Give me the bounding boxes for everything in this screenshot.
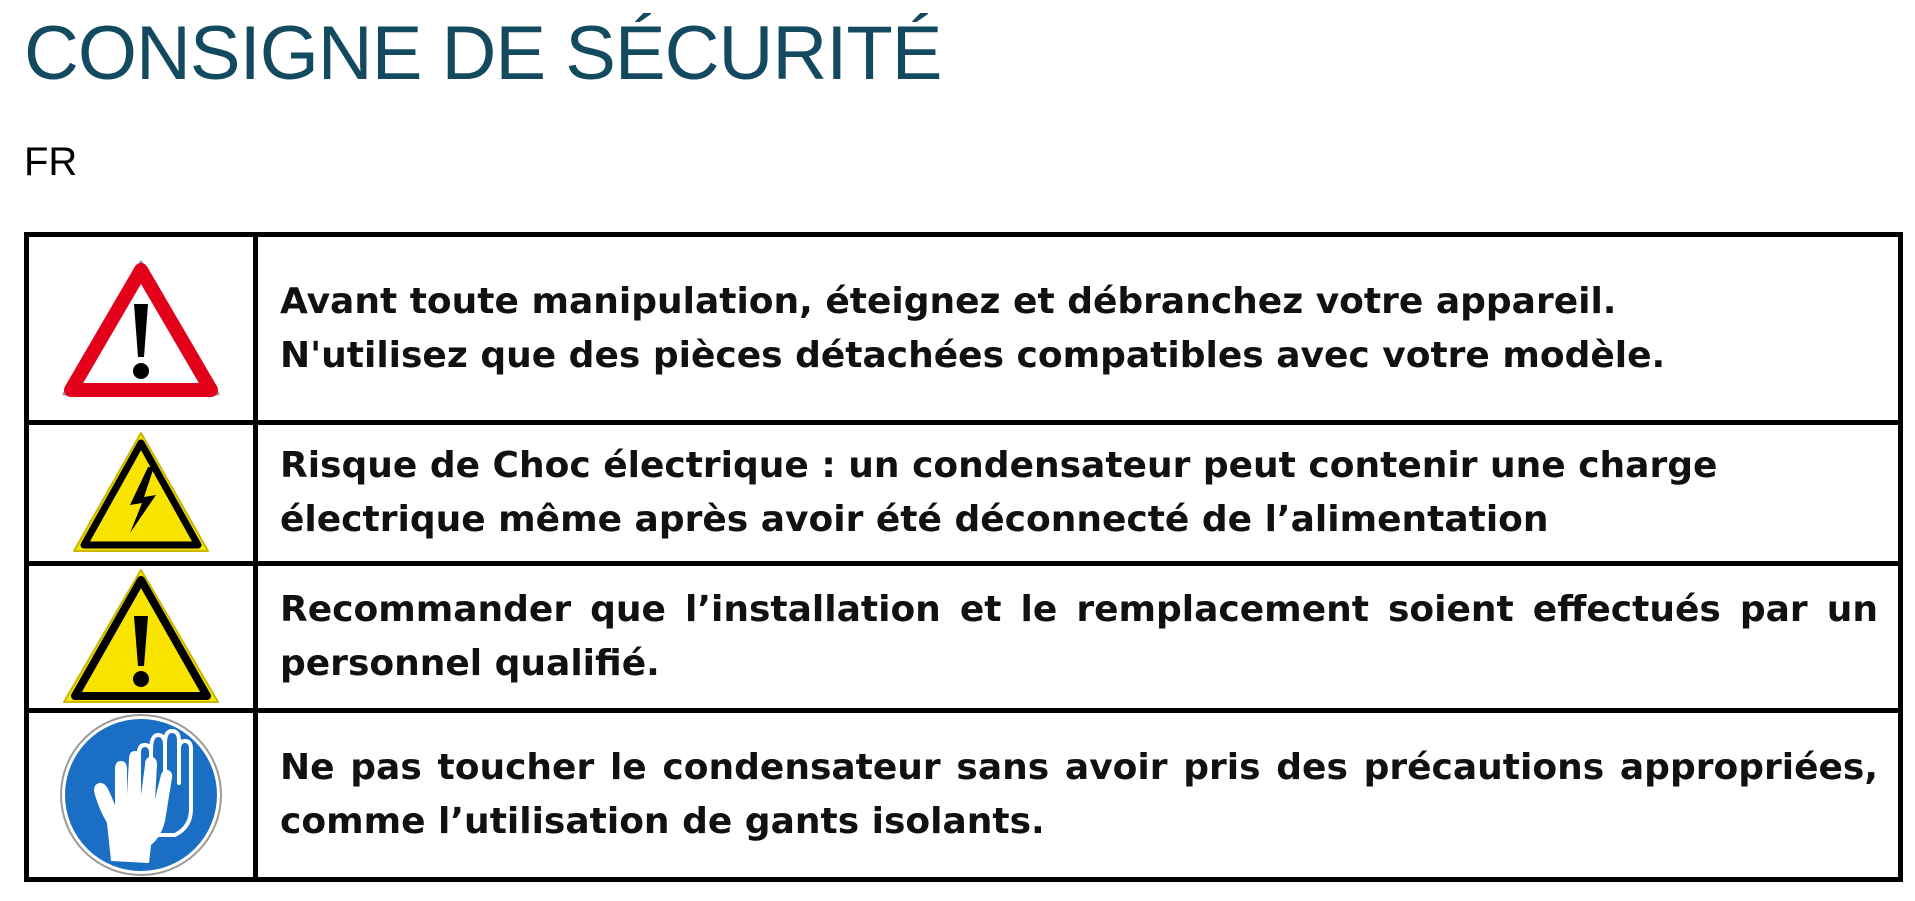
safety-text: Recommander que l’installation et le remplacement soient effectués par un personnel qualifié. [256,564,1901,711]
safety-instructions-table [24,232,1903,882]
safety-row-qualified-personnel [27,564,1901,711]
safety-text: Risque de Choc électrique : un condensateur peut contenir une charge électrique même après avoir été déconnecté de l’alimentation [256,423,1901,564]
general-warning-icon [60,566,222,708]
wear-gloves-icon [59,713,223,877]
icon-cell [27,711,256,880]
safety-text: Ne pas toucher le condensateur sans avoir pris des précautions appropriées, comme l’utilisation de gants isolants. [256,711,1901,880]
icon-cell [27,423,256,564]
electric-shock-icon [70,429,212,557]
icon-cell [27,564,256,711]
safety-row-electric-shock [27,423,1901,564]
safety-text [256,235,1901,423]
safety-text-line: Avant toute manipulation, éteignez et débranchez votre appareil. [280,280,1617,322]
safety-row-general-danger [27,235,1901,423]
safety-text-line: N'utilisez que des pièces détachées compatibles avec votre modèle. [280,334,1666,376]
safety-row-wear-gloves [27,711,1901,880]
general-danger-icon [58,256,224,402]
language-label: FR [24,140,78,184]
icon-cell [27,235,256,423]
page-title: CONSIGNE DE SÉCURITÉ [24,11,942,96]
